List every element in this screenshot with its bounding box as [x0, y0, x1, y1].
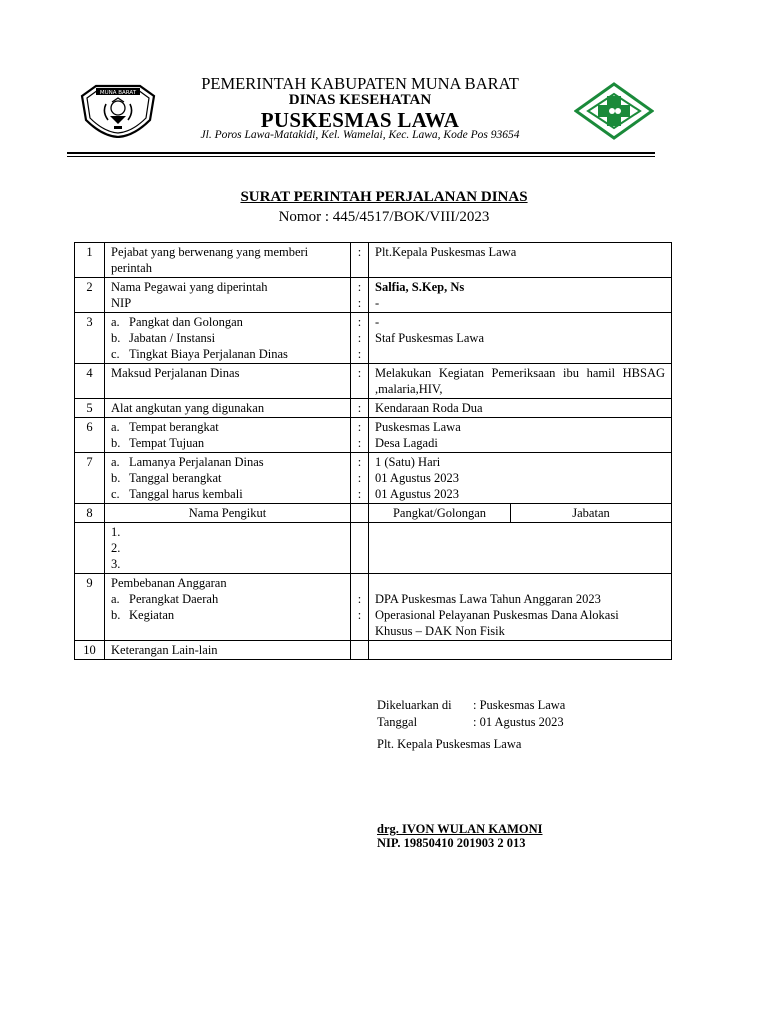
rank-value: -	[375, 315, 380, 329]
colon: :	[357, 592, 362, 606]
sub-label: Tingkat Biaya Perjalanan Dinas	[129, 347, 288, 361]
regency-crest-logo	[76, 80, 160, 138]
row-value	[369, 453, 672, 504]
signer-name: drg. IVON WULAN KAMONI	[377, 822, 543, 836]
row-value	[369, 278, 672, 313]
row-label: Keterangan Lain-lain	[105, 641, 351, 660]
value-spacer	[375, 575, 665, 591]
kop-address: Jl. Poros Lawa-Matakidi, Kel. Wamelai, Kec. Lawa, Kode Pos 93654	[200, 129, 520, 141]
follower-item: 2.	[111, 541, 121, 555]
colon-cell	[351, 453, 369, 504]
sub-marker: a.	[111, 420, 120, 434]
cost-level-value	[375, 346, 665, 362]
empty-cell	[351, 641, 369, 660]
kop-rule-thin	[67, 156, 655, 157]
return-date-value: 01 Agustus 2023	[375, 487, 460, 501]
departure-date-value: 01 Agustus 2023	[375, 471, 460, 485]
row-number: 4	[75, 364, 105, 399]
date-line	[377, 713, 564, 731]
row-number: 9	[75, 574, 105, 641]
muna-barat-regency-crest-icon	[76, 80, 160, 138]
table-row	[75, 313, 672, 364]
row-label: Alat angkutan yang digunakan	[105, 399, 351, 418]
row-label: Maksud Perjalanan Dinas	[105, 364, 351, 399]
row-number: 10	[75, 641, 105, 660]
row-label	[105, 418, 351, 453]
row-number: 8	[75, 504, 105, 523]
sub-item	[111, 419, 344, 435]
budget-activity-value: Operasional Pelayanan Puskesmas Dana Alokasi Khusus – DAK Non Fisik	[375, 608, 619, 638]
table-row	[75, 418, 672, 453]
colon-cell	[351, 313, 369, 364]
sub-item	[111, 470, 344, 486]
row-label	[105, 313, 351, 364]
sub-label: Tempat berangkat	[129, 420, 219, 434]
issued-value: : Puskesmas Lawa	[473, 698, 566, 712]
nip-value: -	[375, 296, 380, 310]
table-row	[75, 399, 672, 418]
document-title: SURAT PERINTAH PERJALANAN DINAS	[240, 189, 528, 205]
colon-cell	[351, 278, 369, 313]
empty-cell	[351, 523, 369, 574]
destination-value: Desa Lagadi	[375, 436, 438, 450]
puskesmas-logo	[574, 82, 654, 140]
sub-label: Perangkat Daerah	[129, 592, 219, 606]
colon: :	[357, 280, 362, 294]
row-value: Kendaraan Roda Dua	[369, 399, 672, 418]
follower-item: 1.	[111, 525, 121, 539]
sub-marker: b.	[111, 331, 121, 345]
kop-rule-thick	[67, 152, 655, 154]
colon: :	[351, 399, 369, 418]
table-row	[75, 641, 672, 660]
issued-label: Dikeluarkan di	[377, 698, 452, 712]
colon: :	[357, 608, 362, 622]
empty-cell	[75, 523, 105, 574]
sub-marker: a.	[111, 455, 120, 469]
sub-item	[111, 486, 344, 502]
table-row	[75, 364, 672, 399]
colon-cell	[351, 418, 369, 453]
colon-spacer	[357, 575, 362, 591]
sub-item	[111, 314, 344, 330]
colon: :	[351, 243, 369, 278]
departure-place-value: Puskesmas Lawa	[375, 420, 461, 434]
colon: :	[357, 296, 362, 310]
table-row	[75, 574, 672, 641]
row-value	[369, 574, 672, 641]
followers-position-header: Jabatan	[511, 504, 672, 523]
row-value: Melakukan Kegiatan Pemeriksaan ibu hamil HBSAG ,malaria,HIV,	[369, 364, 672, 399]
sub-item	[111, 346, 344, 362]
duration-value: 1 (Satu) Hari	[375, 455, 441, 469]
colon: :	[357, 331, 362, 345]
position-value: Staf Puskesmas Lawa	[375, 331, 485, 345]
row-value	[369, 313, 672, 364]
date-label: Tanggal	[377, 715, 418, 729]
colon: :	[357, 436, 362, 450]
row-number: 2	[75, 278, 105, 313]
spd-table	[74, 242, 672, 660]
sub-marker: a.	[111, 592, 120, 606]
table-row	[75, 523, 672, 574]
sub-label: Tanggal harus kembali	[129, 487, 243, 501]
kop-department: DINAS KESEHATAN	[288, 92, 432, 108]
sub-label: Jabatan / Instansi	[129, 331, 216, 345]
table-row	[75, 453, 672, 504]
row-value: Plt.Kepala Puskesmas Lawa	[369, 243, 672, 278]
row-number: 3	[75, 313, 105, 364]
crest-text: MUNA BARAT	[99, 90, 137, 96]
sub-item	[111, 607, 344, 623]
colon: :	[357, 471, 362, 485]
table-row	[75, 278, 672, 313]
followers-list	[105, 523, 351, 574]
sub-marker: c.	[111, 347, 120, 361]
kop-government: PEMERINTAH KABUPATEN MUNA BARAT	[201, 74, 519, 93]
empty-cell	[369, 523, 672, 574]
sub-item	[111, 591, 344, 607]
sub-marker: a.	[111, 315, 120, 329]
date-value: : 01 Agustus 2023	[473, 715, 564, 729]
sub-label: Pangkat dan Golongan	[129, 315, 243, 329]
signer-nip: NIP. 19850410 201903 2 013	[377, 836, 526, 850]
row-label	[105, 278, 351, 313]
followers-name-header: Nama Pengikut	[105, 504, 351, 523]
colon: :	[351, 364, 369, 399]
row-number: 6	[75, 418, 105, 453]
sub-label: Tanggal berangkat	[129, 471, 222, 485]
sub-label: Kegiatan	[129, 608, 175, 622]
puskesmas-cross-logo-icon	[574, 82, 654, 140]
sub-marker: b.	[111, 436, 121, 450]
sub-item	[111, 435, 344, 451]
colon: :	[357, 315, 362, 329]
follower-item: 3.	[111, 557, 121, 571]
followers-rank-header: Pangkat/Golongan	[369, 504, 511, 523]
sub-marker: b.	[111, 471, 121, 485]
row-label	[105, 574, 351, 641]
colon-cell	[351, 574, 369, 641]
row-label: Pejabat yang berwenang yang memberi perintah	[105, 243, 351, 278]
row-value	[369, 641, 672, 660]
kop-puskesmas: PUSKESMAS LAWA	[260, 108, 460, 132]
budget-label: Pembebanan Anggaran	[111, 576, 227, 590]
signer-position: Plt. Kepala Puskesmas Lawa	[377, 737, 522, 751]
row-number: 1	[75, 243, 105, 278]
row-number: 5	[75, 399, 105, 418]
row-value	[369, 418, 672, 453]
nip-label: NIP	[111, 296, 132, 310]
colon: :	[357, 487, 362, 501]
table-row	[75, 504, 672, 523]
table-row	[75, 243, 672, 278]
sub-item	[111, 330, 344, 346]
sub-item	[111, 454, 344, 470]
colon: :	[357, 347, 362, 361]
colon: :	[357, 420, 362, 434]
issued-at-line	[377, 696, 565, 714]
colon: :	[357, 455, 362, 469]
row-number: 7	[75, 453, 105, 504]
employee-name-label: Nama Pegawai yang diperintah	[111, 280, 268, 294]
sub-label: Lamanya Perjalanan Dinas	[129, 455, 264, 469]
row-label	[105, 453, 351, 504]
document-number: Nomor : 445/4517/BOK/VIII/2023	[278, 209, 490, 225]
budget-unit-value: DPA Puskesmas Lawa Tahun Anggaran 2023	[375, 592, 601, 606]
employee-name-value: Salfia, S.Kep, Ns	[375, 280, 465, 294]
sub-label: Tempat Tujuan	[129, 436, 205, 450]
sub-marker: c.	[111, 487, 120, 501]
empty-cell	[351, 504, 369, 523]
sub-marker: b.	[111, 608, 121, 622]
